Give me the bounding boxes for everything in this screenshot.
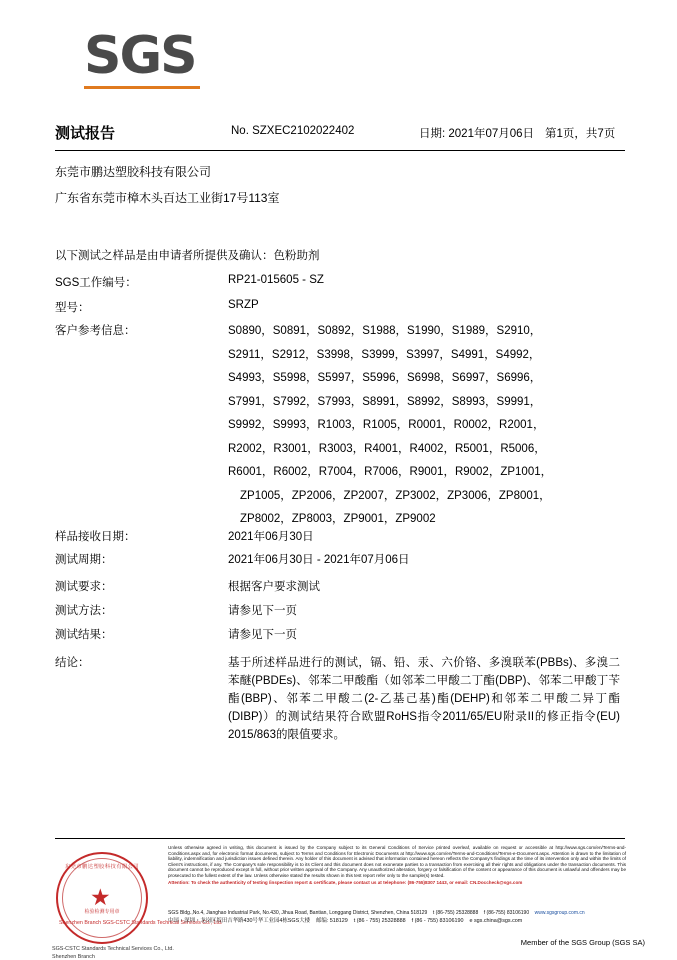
attention-notice: Attention: To check the authenticity of testing /inspection report & certificate, please contact us at telephone: (86-755)8307 1443, or email: CN.Doccheck@sgs.com	[168, 880, 523, 885]
field-label-model: 型号：	[55, 302, 90, 314]
field-label-test-method: 测试方法：	[55, 605, 113, 617]
seal-caption-line1: SGS-CSTC Standards Technical Services Co., Ltd.	[52, 946, 174, 952]
field-value-receipt-date: 2021年06月30日	[228, 531, 314, 543]
report-header	[55, 122, 625, 144]
page-count: 第1页，共7页	[545, 128, 616, 140]
field-label-test-requirement: 测试要求：	[55, 581, 113, 593]
header-divider	[55, 150, 625, 151]
footer-fax-cn: f (86 - 755) 83106190	[411, 917, 464, 924]
seal-middle-text: 检验检测专用章	[84, 909, 120, 915]
star-icon: ★	[90, 884, 111, 910]
page-title: 测试报告	[55, 125, 116, 142]
field-value-conclusion: 基于所述样品进行的测试，镉、铅、汞、六价铬、多溴联苯(PBBs)、多溴二苯醚(PBDEs)、邻苯二甲酸酯（如邻苯二甲酸二丁酯(DBP)、邻苯二甲酸丁苄酯(BBP)、邻苯二甲酸二(2-乙基己基)酯(DEHP)和邻苯二甲酸二异丁酯(DIBP)）的测试结果符合欧盟RoHS指令2011/65/EU附录II的修正指令(EU) 2015/863的限值要求。	[228, 657, 620, 741]
field-value-model: SRZP	[228, 299, 259, 311]
field-label-receipt-date: 样品接收日期：	[55, 531, 136, 543]
sgs-logo-text: SGS	[84, 26, 196, 86]
legal-body-text: Unless otherwise agreed in writing, this document is issued by the Company subject to its General Conditions of Service printed overleaf, available on request or accessible at http://www.sgs.com/en/Terms-and-Conditions.aspx and, for electronic format documents, subject to Terms and Conditions for Electronic Documents at http://www.sgs.com/en/Terms-and-Conditions/Terms-e-Document.aspx. Attention is drawn to the limitation of liability, indemnification and jurisdiction issues defined therein. Any holder of this document is advised that information contained hereon reflects the Company's findings at the time of its intervention only and within the limits of Client's instructions, if any. The Company's sole responsibility is to its Client and this document does not exonerate parties to a transaction from exercising all their rights and obligations under the transaction documents. This document cannot be reproduced except in full, without prior written approval of the Company. Any unauthorized alteration, forgery or falsification of the content or appearance of this document is unlawful and offenders may be prosecuted to the fullest extent of the law. Unless otherwise stated the results shown in this test report refer only to the sample(s) tested.	[168, 845, 626, 878]
seal-arc-bottom-text: Shenzhen Branch SGS-CSTC Standards Technical Services Co., Ltd.	[59, 920, 223, 926]
legal-disclaimer	[168, 845, 626, 886]
footer-phone-cn: t (86 - 755) 25328888	[353, 917, 406, 924]
field-label-test-result: 测试结果：	[55, 629, 113, 641]
sgs-logo	[84, 28, 204, 88]
field-label-test-period: 测试周期：	[55, 554, 113, 566]
footer-email-cn[interactable]: e sgs.china@sgs.com	[469, 917, 523, 924]
report-date: 日期: 2021年07月06日	[419, 128, 535, 140]
field-value-test-requirement: 根据客户要求测试	[228, 581, 320, 593]
customer-ref-line: S7991，S7992，S7993，S8991，S8992，S8993，S9991，	[228, 395, 542, 408]
field-label-conclusion: 结论：	[55, 657, 90, 669]
footer-address-en: SGS Bldg.,No.4, Jianghao Industrial Park, No.430, Jihua Road, Bantian, Longgang District, Shenzhen, China 518129	[168, 910, 428, 916]
footer-address-en-row	[168, 910, 626, 918]
customer-ref-line: S9992，S9993，R1003，R1005，R0001，R0002，R2001，	[228, 419, 545, 431]
field-value-job-no: RP21-015605 - SZ	[228, 274, 324, 286]
company-address: 广东省东莞市樟木头百达工业街17号113室	[55, 191, 280, 205]
sample-intro-line: 以下测试之样品是由申请者所提供及确认：色粉助剂	[55, 250, 320, 262]
company-name: 东莞市鹏达塑胶科技有限公司	[55, 165, 212, 179]
field-value-test-method: 请参见下一页	[228, 605, 297, 617]
field-value-customer-ref	[228, 320, 626, 532]
report-number: No. SZXEC2102022402	[231, 125, 355, 137]
sgs-logo-accent-bar	[84, 86, 200, 89]
footer-website[interactable]: www.sgsgroup.com.cn	[534, 910, 585, 916]
seal-arc-top-text: 东莞市鹏达塑胶科技有限公司	[64, 864, 140, 870]
sgs-group-member-line: Member of the SGS Group (SGS SA)	[520, 938, 645, 947]
seal-caption-line2: Shenzhen Branch	[52, 954, 95, 960]
footer-address-cn: 中国・深圳・龙岗区坂田吉华路430号华工业园4栋SGS大楼	[168, 917, 310, 924]
footer-fax-en: f (86-755) 83106190	[483, 910, 530, 916]
customer-ref-line: ZP1005，ZP2006，ZP2007，ZP3002，ZP3006，ZP8001，	[240, 489, 551, 502]
customer-ref-line: R6001，R6002，R7004，R7006，R9001，R9002，ZP1001，	[228, 466, 553, 478]
footer-phone-en: t (86-755) 25328888	[432, 910, 479, 916]
customer-ref-line: ZP8002，ZP8003，ZP9001，ZP9002	[240, 513, 436, 525]
footer-divider	[55, 838, 625, 839]
customer-ref-line: S4993，S5998，S5997，S5996，S6998，S6997，S6996，	[228, 372, 542, 384]
field-value-test-result: 请参见下一页	[228, 629, 297, 641]
customer-ref-line: R2002，R3001，R3003，R4001，R4002，R5001，R5006，	[228, 442, 546, 455]
footer-address-cn-row	[168, 918, 626, 926]
footer-address-block	[168, 910, 626, 925]
footer-zip-cn: 邮编: 518129	[315, 917, 348, 924]
customer-ref-line: S2911，S2912，S3998，S3999，S3997，S4991，S4992，	[228, 348, 541, 361]
field-label-customer-ref: 客户参考信息：	[55, 325, 136, 337]
field-label-job-no: SGS工作编号：	[55, 277, 137, 289]
field-value-test-period: 2021年06月30日 - 2021年07月06日	[228, 554, 410, 566]
customer-ref-line: S0890，S0891，S0892，S1988，S1990，S1989，S2910，	[228, 325, 542, 337]
